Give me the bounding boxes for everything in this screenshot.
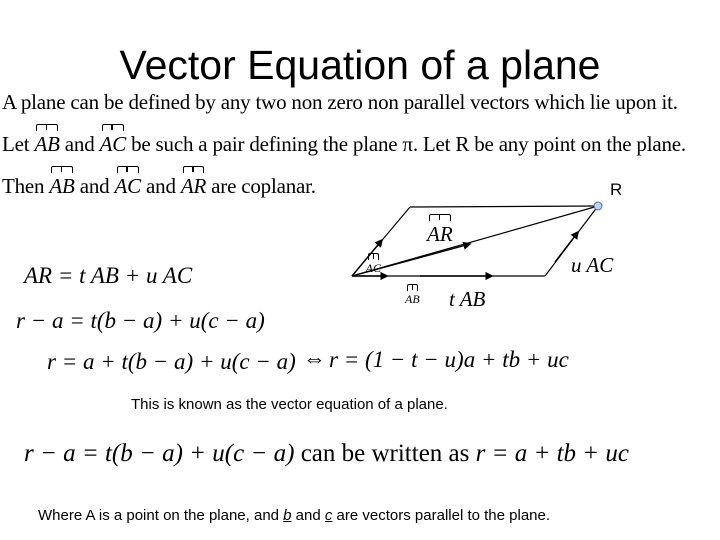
intro-line-2-prefix: Let [2, 132, 30, 156]
where-c: c [324, 507, 333, 524]
intro-line-3-rest: are coplanar. [211, 174, 316, 198]
vector-ar-line [352, 206, 598, 276]
equation-summary-right: r = a + tb + uc [475, 440, 630, 467]
where-b: b [283, 507, 292, 524]
vector-ar-label: AR [180, 174, 207, 198]
plane-edge-top [410, 206, 598, 207]
equation-r-expanded: r = (1 − t − u)a + tb + uc [329, 347, 569, 372]
diagram-ac-label: AC [365, 261, 381, 275]
diagram-uac-label: u AC [571, 253, 614, 277]
intro-line-2-rest: be such a pair defining the plane π. Let R be any point on the plane. [131, 132, 686, 156]
where-prefix: Where A is a point on the plane, and [38, 507, 284, 524]
equation-r: r = a + t(b − a) + u(c − a) [47, 349, 296, 374]
intro-line-1: A plane can be defined by any two non zero non parallel vectors which lie upon it. [2, 90, 678, 114]
diagram-ab-label: AB [405, 292, 420, 306]
implies-symbol: ⇔ [303, 346, 326, 371]
equation-summary-left: r − a = t(b − a) + u(c − a) [24, 440, 295, 467]
vector-ac-label-2: AC [114, 174, 141, 198]
intro-line-3-and-1: and [79, 174, 110, 198]
where-and: and [291, 507, 325, 524]
intro-line-3-prefix: Then [2, 174, 45, 198]
vector-ab-label-2: AB [49, 174, 75, 198]
diagram-ar-label: AR [427, 222, 453, 246]
vector-equation-note: This is known as the vector equation of a plane. [131, 396, 448, 413]
where-suffix: are vectors parallel to the plane. [332, 507, 551, 524]
equation-summary [24, 440, 629, 468]
vector-ac-label: AC [99, 132, 127, 156]
where-note [38, 507, 550, 524]
equation-r-minus-a: r − a = t(b − a) + u(c − a) [16, 308, 265, 333]
page-title: Vector Equation of a plane [119, 42, 601, 88]
vector-ab-label: AB [34, 132, 60, 156]
intro-line-3-and-2: and [146, 174, 176, 198]
point-r [594, 202, 602, 210]
equation-ar: AR = t AB + u AC [24, 263, 193, 288]
intro-line-2-and: and [64, 132, 95, 156]
diagram-tab-label: t AB [449, 287, 486, 311]
point-r-label: R [610, 180, 623, 199]
equation-summary-mid: can be written as [300, 440, 470, 467]
